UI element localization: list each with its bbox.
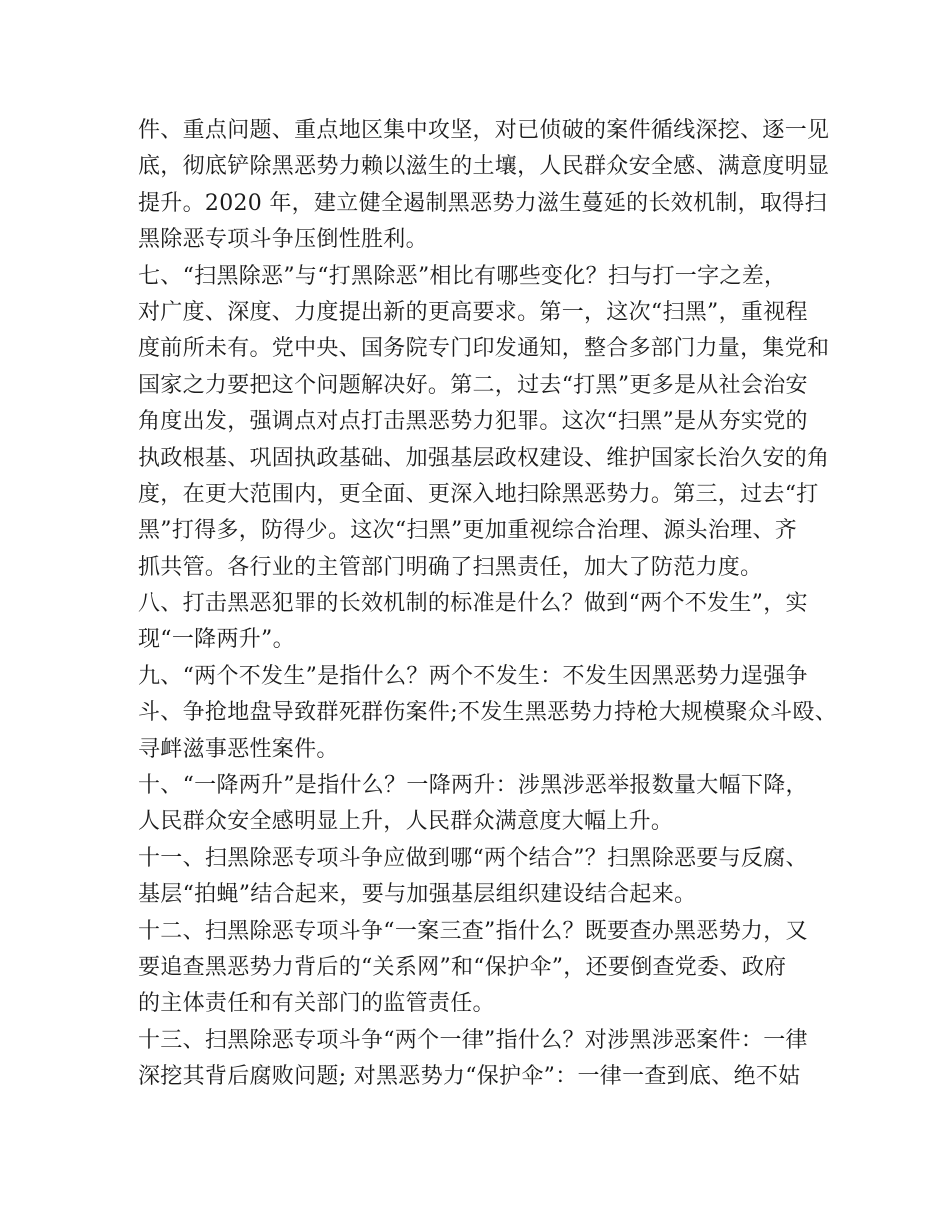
text-line: 黑”打得多，防得少。这次“扫黑”更加重视综合治理、源头治理、齐 bbox=[138, 518, 798, 544]
text-line: 度，在更大范围内，更全面、更深入地扫除黑恶势力。第三，过去“打 bbox=[138, 481, 819, 507]
document-body bbox=[138, 113, 838, 1096]
text-line: 要追查黑恶势力背后的“关系网”和“保护伞”，还要倒查党委、政府 bbox=[138, 954, 787, 980]
text-line: 的主体责任和有关部门的监管责任。 bbox=[138, 991, 495, 1017]
text-line: 深挖其背后腐败问题; 对黑恶势力“保护伞”：一律一查到底、绝不姑 bbox=[138, 1064, 801, 1090]
text-line: 黑除恶专项斗争压倒性胜利。 bbox=[138, 227, 428, 253]
text-line: 七、“扫黑除恶”与“打黑除恶”相比有哪些变化？扫与打一字之差， bbox=[138, 263, 787, 289]
text-line: 十三、扫黑除恶专项斗争“两个一律”指什么？对涉黑涉恶案件：一律 bbox=[138, 1027, 808, 1053]
text-line: 执政根基、巩固执政基础、加强基层政权建设、维护国家长治久安的角 bbox=[138, 445, 830, 471]
text-line: 底，彻底铲除黑恶势力赖以滋生的土壤，人民群众安全感、满意度明显 bbox=[138, 154, 830, 180]
text-line: 九、“两个不发生”是指什么？两个不发生：不发生因黑恶势力逞强争 bbox=[138, 663, 808, 689]
text-line: 十二、扫黑除恶专项斗争“一案三查”指什么？既要查办黑恶势力，又 bbox=[138, 918, 808, 944]
text-line: 角度出发，强调点对点打击黑恶势力犯罪。这次“扫黑”是从夯实党的 bbox=[138, 409, 808, 435]
text-line: 人民群众安全感明显上升，人民群众满意度大幅上升。 bbox=[138, 809, 674, 835]
text-line: 件、重点问题、重点地区集中攻坚，对已侦破的案件循线深挖、逐一见 bbox=[138, 118, 830, 143]
text-line: 现“一降两升”。 bbox=[138, 627, 295, 653]
text-line: 十一、扫黑除恶专项斗争应做到哪“两个结合”？扫黑除恶要与反腐、 bbox=[138, 845, 808, 871]
text-line: 基层“拍蝇”结合起来，要与加强基层组织建设结合起来。 bbox=[138, 882, 697, 908]
text-line: 国家之力要把这个问题解决好。第二，过去“打黑”更多是从社会治安 bbox=[138, 372, 808, 398]
text-line: 对广度、深度、力度提出新的更高要求。第一，这次“扫黑”，重视程 bbox=[138, 299, 808, 325]
text-line: 抓共管。各行业的主管部门明确了扫黑责任，加大了防范力度。 bbox=[138, 554, 763, 580]
text-line: 提升。2020 年，建立健全遏制黑恶势力滋生蔓延的长效机制，取得扫 bbox=[138, 190, 827, 216]
text-line: 斗、争抢地盘导致群死群伤案件;不发生黑恶势力持枪大规模聚众斗殴、 bbox=[138, 700, 838, 726]
text-line: 八、打击黑恶犯罪的长效机制的标准是什么？做到“两个不发生”，实 bbox=[138, 591, 808, 617]
text-line: 十、“一降两升”是指什么？一降两升：涉黑涉恶举报数量大幅下降， bbox=[138, 773, 808, 799]
text-line: 度前所未有。党中央、国务院专门印发通知，整合多部门力量，集党和 bbox=[138, 336, 830, 362]
text-line: 寻衅滋事恶性案件。 bbox=[138, 736, 339, 762]
